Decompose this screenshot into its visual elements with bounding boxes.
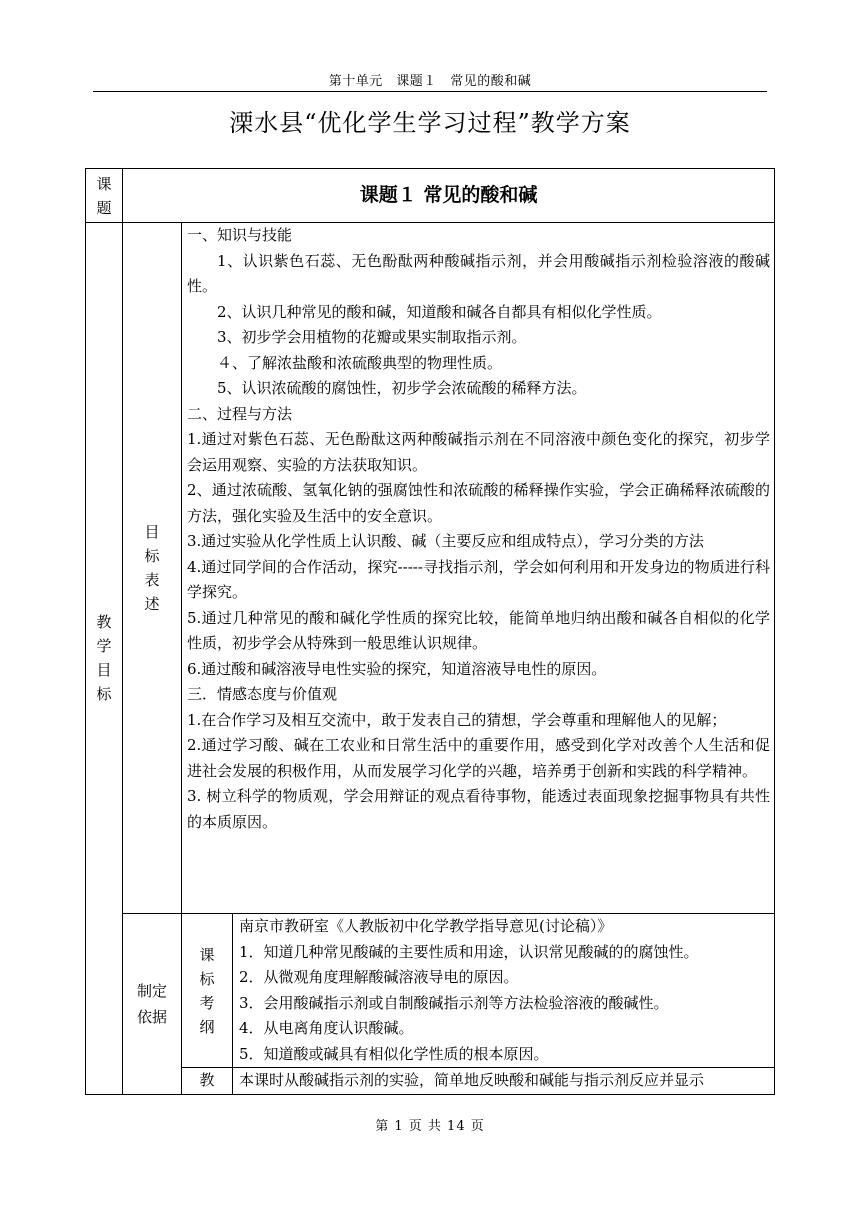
- curriculum-label: [182, 914, 233, 1068]
- goal-line: 2.通过学习酸、碱在工农业和日常生活中的重要作用，感受到化学对改善个人生活和促进社会发展的积极作用，从而发展学习化学的兴趣，培养勇于创新和实践的科学精神。: [187, 736, 771, 780]
- page-footer: 第 1 页 共 14 页: [375, 1119, 485, 1134]
- goal-line: 3.通过实验从化学性质上认识酸、碱（主要反应和组成特点），学习分类的方法: [187, 532, 704, 550]
- curriculum-line: 5．知道酸或碱具有相似化学性质的根本原因。: [239, 1044, 549, 1063]
- goal-statement-content: [182, 223, 775, 914]
- curriculum-row: [86, 914, 775, 1068]
- teaching-goals-label: [86, 223, 123, 1095]
- lesson-plan-table: [85, 168, 775, 1095]
- vertical-label-text: 目 标 表 述: [144, 523, 160, 613]
- goal-line: 1.在合作学习及相互交流中，敢于发表自己的猜想，学会尊重和理解他人的见解；: [187, 710, 727, 729]
- vertical-label-text: 课 题: [96, 174, 112, 217]
- goal-line: 5、认识浓硫酸的腐蚀性，初步学会浓硫酸的稀释方法。: [217, 379, 587, 397]
- curriculum-content: [233, 914, 775, 1068]
- curriculum-line: 3．会用酸碱指示剂或自制酸碱指示剂等方法检验溶液的酸碱性。: [239, 993, 669, 1012]
- topic-title: 课题１ 常见的酸和碱: [123, 169, 775, 223]
- goal-line: 1、认识紫色石蕊、无色酚酞两种酸碱指示剂，并会用酸碱指示剂检验溶液的酸碱性。: [187, 251, 771, 295]
- curriculum-line: 4．从电离角度认识酸碱。: [239, 1019, 414, 1037]
- goal-line: 一、知识与技能: [187, 226, 293, 244]
- curriculum-line: 1．知道几种常见酸碱的主要性质和用途，认识常见酸碱的的腐蚀性。: [239, 942, 699, 961]
- goal-line: 2、通过浓硫酸、氢氧化钠的强腐蚀性和浓硫酸的稀释操作实验，学会正确稀释浓硫酸的方法，强化实验及生活中的安全意识。: [187, 481, 771, 525]
- vertical-label-text: 课 标 考 纲: [199, 945, 215, 1036]
- goal-line: 4.通过同学间的合作活动，探究-----寻找指示剂，学会如何利用和开发身边的物质进行科学探究。: [187, 557, 771, 601]
- goal-line: 1.通过对紫色石蕊、无色酚酞这两种酸碱指示剂在不同溶液中颜色变化的探究，初步学会运用观察、实验的方法获取知识。: [187, 430, 771, 474]
- goal-line: 2、认识几种常见的酸和碱，知道酸和碱各自都具有相似化学性质。: [217, 302, 662, 321]
- vertical-label-text: 制定 依据: [136, 981, 167, 1026]
- header-rule: [93, 91, 767, 92]
- textbook-label: 教: [182, 1068, 233, 1095]
- goal-line: ４、了解浓盐酸和浓硫酸典型的物理性质。: [217, 353, 503, 372]
- goals-row: [86, 223, 775, 914]
- goal-statement-label: [123, 223, 182, 914]
- running-header: 第十单元 课题１ 常见的酸和碱: [328, 74, 532, 89]
- goal-line: 5.通过几种常见的酸和碱化学性质的探究比较，能简单地归纳出酸和碱各自相似的化学性质，初步学会从特殊到一般思维认识规律。: [187, 608, 771, 652]
- textbook-row: [86, 1068, 775, 1095]
- goal-line: 6.通过酸和碱溶液导电性实验的探究，知道溶液导电性的原因。: [187, 659, 607, 678]
- curriculum-line: 2．从微观角度理解酸碱溶液导电的原因。: [239, 968, 519, 986]
- curriculum-line: 南京市教研室《人教版初中化学教学指导意见(讨论稿）》: [239, 917, 613, 935]
- goal-line: 三．情感态度与价值观: [187, 685, 338, 703]
- goal-line: 3. 树立科学的物质观，学会用辩证的观点看待事物，能透过表面现象挖掘事物具有共性的本质原因。: [187, 787, 771, 831]
- topic-row: [86, 169, 775, 223]
- goal-line: 3、初步学会用植物的花瓣或果实制取指示剂。: [217, 328, 527, 346]
- topic-label: [86, 169, 123, 223]
- document-title: 溧水县“优化学生学习过程”教学方案: [229, 109, 631, 137]
- vertical-label-text: 教 学 目 标: [96, 613, 112, 704]
- textbook-content: 本课时从酸碱指示剂的实验，简单地反映酸和碱能与指示剂反应并显示: [233, 1068, 775, 1095]
- basis-label: [123, 914, 182, 1095]
- goal-line: 二、过程与方法: [187, 404, 293, 423]
